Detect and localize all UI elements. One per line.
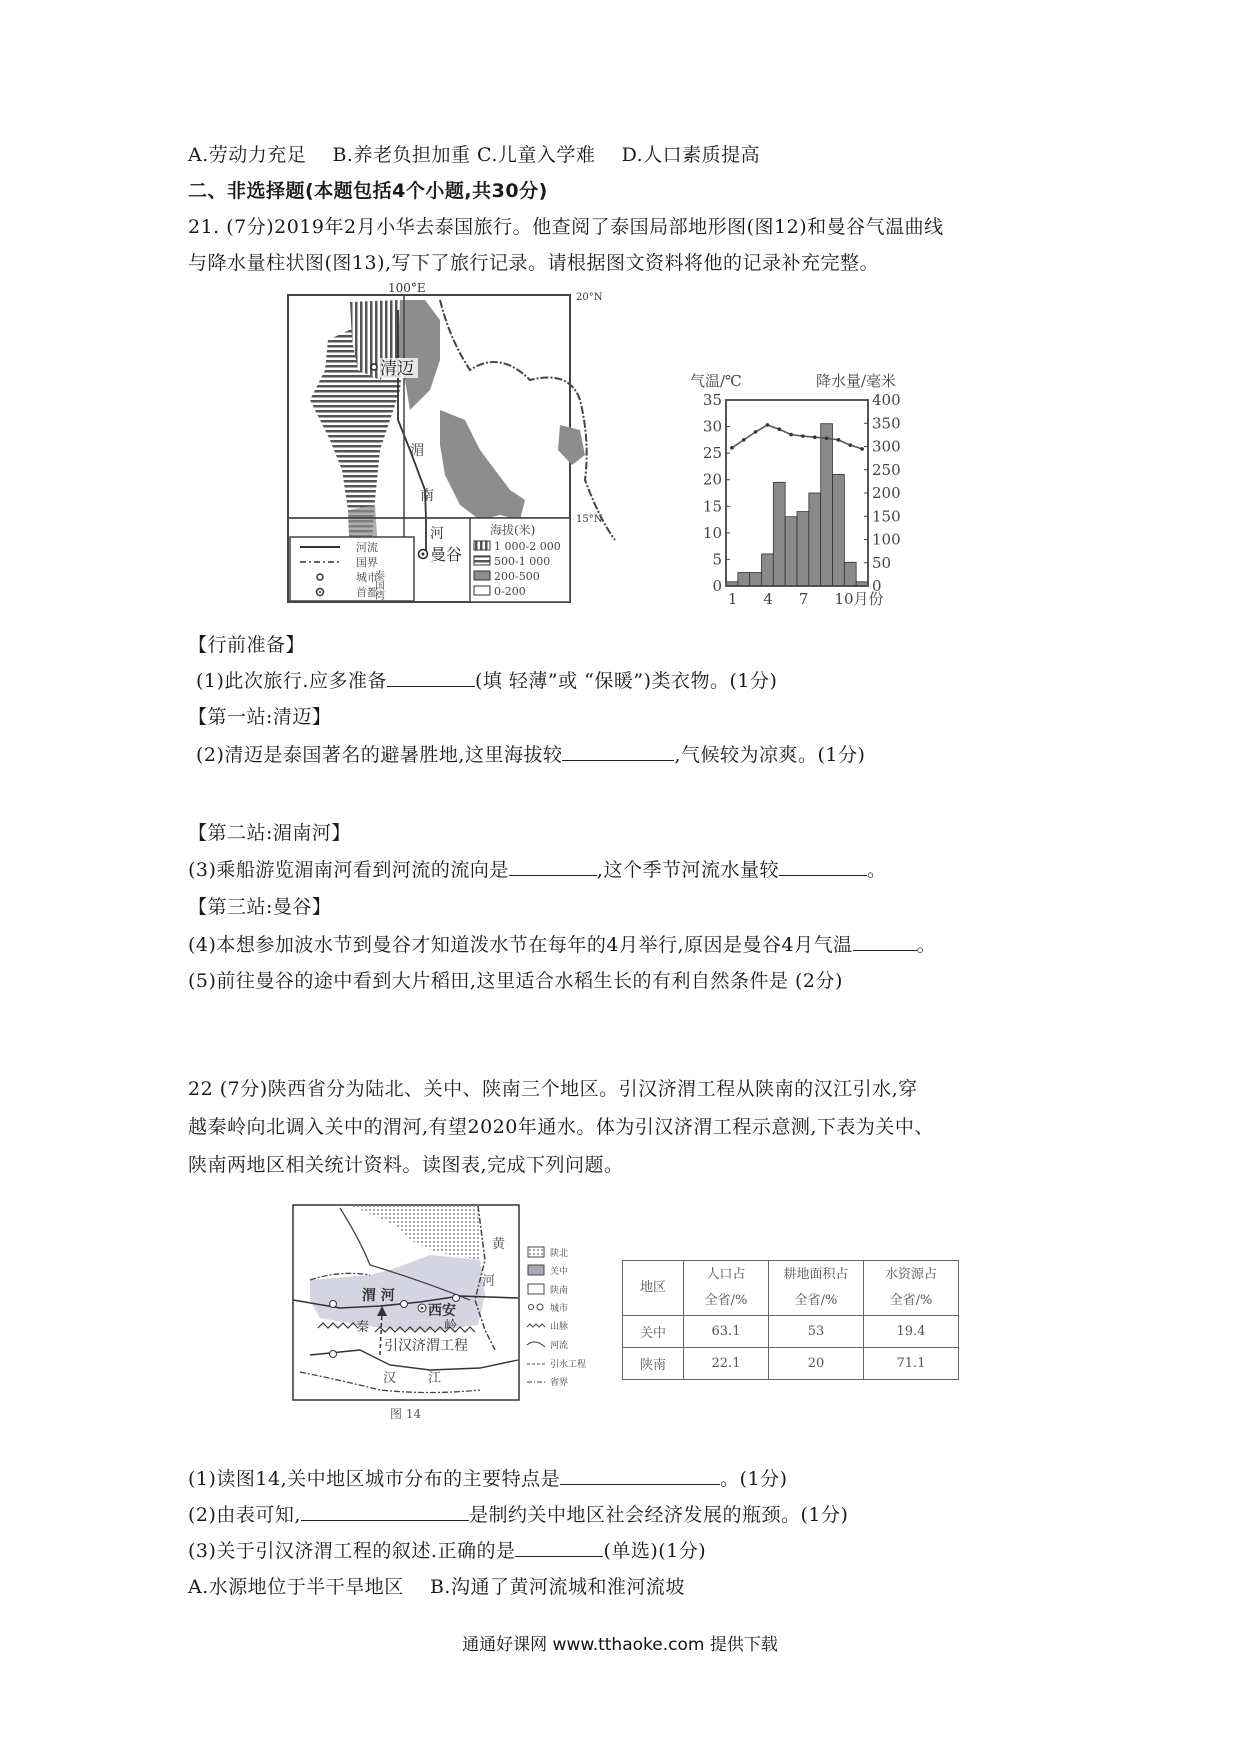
q21-sub5: (5)前往曼谷的途中看到大片稻田,这里适合水稻生长的有利自然条件是 (2分) [188,970,843,992]
section-stop1: 【第一站:清迈】 [188,706,332,728]
legend-shaanbei: 陕北 [550,1249,569,1259]
legend-border: 国界 [356,556,378,569]
elevation-class-4: 0-200 [494,585,526,598]
legend-project: 引水工程 [550,1360,587,1370]
y-tick-right: 150 [872,507,901,526]
precip-bar [833,474,845,586]
cell-farmland: 20 [769,1348,864,1380]
temperature-point [730,446,734,450]
legend-province-border: 省界 [550,1378,569,1388]
left-axis-label: 气温/℃ [690,372,742,390]
xian-label: 西安 [428,1303,456,1319]
bangkok-label: 曼谷 [430,545,463,564]
q21-intro-line1: 21. (7分)2019年2月小华去泰国旅行。他查阅了泰国局部地形图(图12)和曼谷气温曲线 [188,216,944,238]
y-tick-right: 250 [872,460,901,479]
chiangmai-label: 清迈 [380,359,414,379]
table-header-row [623,1261,959,1316]
precip-bar [844,562,856,586]
river-char-2: 南 [420,488,434,504]
section-stop3: 【第三站:曼谷】 [188,896,332,918]
table-row [623,1316,959,1348]
city-marker [371,364,377,370]
q22-intro-line3: 陕南两地区相关统计资料。读图表,完成下列问题。 [188,1154,624,1176]
q21-4-text-end: 。 [916,934,937,956]
header-population: 人口占 全省/% [684,1261,769,1316]
temperature-point [860,447,864,451]
q22-2-text-end: 是制约关中地区社会经济发展的瓶颈。(1分) [468,1504,849,1526]
temperature-point [777,427,781,431]
option-c: C.儿童入学难 [477,144,596,166]
cell-population: 63.1 [684,1316,769,1348]
river-char-1: 湄 [410,443,424,459]
huang-label: 黄 [492,1237,506,1252]
x-tick-label: 7 [798,590,809,608]
legend-city: 城市 [550,1304,569,1314]
y-tick-left: 15 [702,497,722,516]
y-tick-left: 0 [712,577,722,595]
temperature-point [789,433,793,437]
q22-sub1 [188,1464,788,1491]
section-title: 二、非选择题(本题包括4个小题,共30分) [188,180,548,202]
thailand-terrain-map [280,280,650,610]
legend-shaannan: 陕南 [550,1286,569,1296]
y-tick-right: 300 [872,437,901,456]
option-a: A.水源地位于半干旱地区 [188,1576,404,1598]
q22-1-text-end: 。(1分) [720,1468,788,1490]
y-tick-left: 30 [702,417,722,436]
q22-2-text: (2)由表可知, [188,1504,301,1526]
temperature-point [825,436,829,440]
option-d: D.人口素质提高 [621,144,761,166]
legend-guanzhong: 关中 [550,1267,569,1277]
q21-sub1 [196,666,777,693]
precip-bar [797,512,809,586]
header-farmland: 耕地面积占 全省/% [769,1261,864,1316]
q22-3-text-end: (单选)(1分) [603,1540,707,1562]
q22-3-text: (3)关于引汉济渭工程的叙述.正确的是 [188,1540,516,1562]
lat-20-label: 20°N [576,292,603,303]
elevation-class-2: 500-1 000 [494,555,551,568]
right-axis-label: 降水量/毫米 [816,372,897,390]
temperature-point [766,423,770,427]
cell-water: 19.4 [864,1316,959,1348]
y-tick-left: 20 [702,470,722,489]
answer-blank[interactable] [779,857,867,876]
lat-15-label: 15°N [576,514,603,525]
temperature-point [801,434,805,438]
x-tick-label: 1 [727,590,738,608]
answer-blank[interactable] [387,668,475,687]
temperature-point [754,430,758,434]
legend-river: 河流 [550,1341,569,1351]
han-label: 汉 [383,1371,397,1386]
gulf-label: 泰国湾 [372,570,384,600]
river-char-3: 河 [430,526,444,542]
y-tick-right: 350 [872,414,901,433]
temperature-point [813,435,817,439]
precip-bar [738,573,750,586]
statistics-table [622,1260,959,1380]
bangkok-climate-chart [690,370,920,610]
ling-label: 岭 [444,1319,458,1334]
project-label: 引汉济渭工程 [384,1338,468,1354]
section-stop2: 【第二站:湄南河】 [188,822,351,844]
answer-blank[interactable] [515,1538,603,1557]
y-tick-left: 5 [712,550,722,569]
answer-blank[interactable] [562,742,674,761]
temperature-point [742,438,746,442]
q21-1-text-end: (填 轻薄”或 “保暖”)类衣物。(1分) [474,670,778,692]
answer-blank[interactable] [853,932,917,951]
shaanxi-project-map [280,1200,610,1420]
temperature-point [848,443,852,447]
option-b: B.养老负担加重 [332,144,471,166]
legend-city: 城市 [356,571,378,584]
y-tick-left: 25 [702,444,722,463]
x-tick-label: 4 [763,590,773,608]
elevation-class-1: 1 000-2 000 [494,540,561,553]
q21-sub4 [188,930,936,957]
q21-3-text: (3)乘船游览湄南河看到河流的流向是 [188,859,509,881]
option-a: A.劳动力充足 [188,144,307,166]
y-tick-right: 0 [872,577,882,595]
wei-river-label: 渭 河 [362,1288,395,1304]
precip-bar [809,493,821,586]
elevation-class-3: 200-500 [494,570,540,583]
q22-options [188,1572,685,1599]
cell-farmland: 53 [769,1316,864,1348]
legend-mountain: 山脉 [550,1322,569,1332]
qin-label: 秦 [356,1320,370,1335]
precip-bar [785,517,797,586]
section-prep: 【行前准备】 [188,634,306,656]
y-tick-left: 10 [702,523,722,542]
answer-blank[interactable] [509,857,597,876]
header-water: 水资源占 全省/% [864,1261,959,1316]
q22-intro-line2: 越秦岭向北调入关中的渭河,有望2020年通水。体为引汉济渭工程示意测,下表为关中、 [188,1116,934,1138]
q22-sub2 [188,1500,848,1527]
y-tick-right: 50 [872,553,892,572]
y-tick-right: 400 [872,391,901,409]
q22-intro-line1: 22 (7分)陕西省分为陆北、关中、陕南三个地区。引汉济渭工程从陕南的汉江引水,穿 [188,1078,918,1100]
footer-watermark: 通通好课网 www.tthaoke.com 提供下载 [462,1635,778,1655]
y-tick-right: 100 [872,530,901,549]
y-tick-right: 200 [872,484,901,502]
q21-sub3 [188,855,886,882]
table-row [623,1348,959,1380]
temperature-line [732,425,862,449]
cell-region: 陕南 [623,1348,684,1380]
legend-capital: 首都 [356,586,378,599]
q21-intro-line2: 与降水量柱状图(图13),写下了旅行记录。请根据图文资料将他的记录补充完整。 [188,252,880,274]
q22-1-text: (1)读图14,关中地区城市分布的主要特点是 [188,1468,561,1490]
q21-4-text: (4)本想参加波水节到曼谷才知道泼水节在每年的4月举行,原因是曼谷4月气温 [188,934,853,956]
cell-population: 22.1 [684,1348,769,1380]
temperature-point [837,438,841,442]
prev-question-options [188,140,760,167]
option-b: B.沟通了黄河流城和淮河流坡 [429,1576,685,1598]
he-label: 河 [482,1274,496,1289]
figure14-caption: 图 14 [390,1407,422,1420]
cell-region: 关中 [623,1316,684,1348]
q21-2-text: (2)清迈是泰国著名的避暑胜地,这里海拔较 [196,744,563,766]
q21-3-text-end: 。 [866,859,887,881]
longitude-label: 100°E [388,281,426,295]
precip-bar [821,424,833,586]
cell-water: 71.1 [864,1348,959,1380]
x-tick-label: 10月份 [834,590,884,608]
map-legend [527,1247,586,1388]
answer-blank[interactable] [560,1466,720,1485]
q21-1-text: (1)此次旅行.应多准备 [196,670,387,692]
q21-2-text-end: ,气候较为凉爽。(1分) [674,744,866,766]
q21-sub2 [196,740,865,767]
answer-blank[interactable] [301,1502,469,1521]
legend-river: 河流 [356,541,378,554]
precip-bar [750,573,762,586]
elevation-title: 海拔(米) [490,523,536,537]
precip-bar [762,554,774,586]
y-tick-left: 35 [702,391,722,409]
header-region: 地区 [623,1261,684,1316]
precip-bar [773,482,785,586]
jiang-label: 江 [428,1371,442,1386]
q22-sub3 [188,1536,706,1563]
q21-3-text-mid: ,这个季节河流水量较 [596,859,779,881]
